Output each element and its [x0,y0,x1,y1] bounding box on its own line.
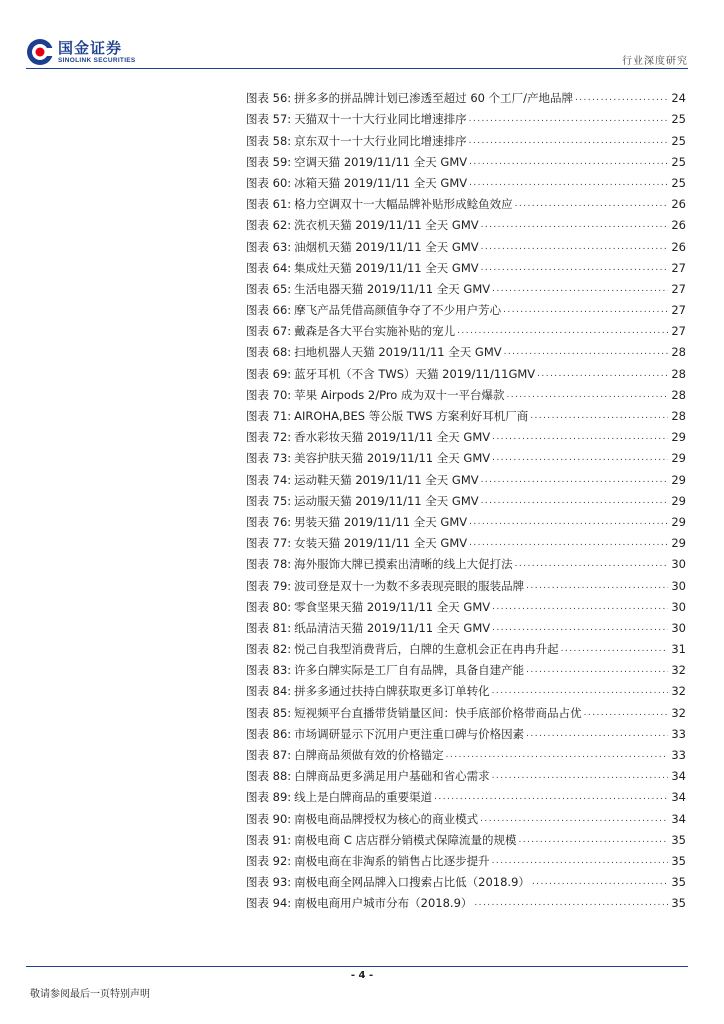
toc-entry-title: 京东双十一十大行业同比增速排序 [294,133,467,148]
toc-entry-label: 图表 80: [246,599,292,614]
toc-dot-leader [507,388,669,402]
toc-entry[interactable] [246,720,686,741]
toc-entry-page: 29 [671,472,686,487]
toc-entry-title: 运动服天猫 2019/11/11 全天 GMV [294,493,479,508]
toc-entry-title: AIROHA,BES 等公版 TWS 方案利好耳机厂商 [294,409,529,423]
toc-entry[interactable] [246,550,686,571]
toc-dot-leader [492,854,668,868]
toc-entry-page: 31 [671,642,686,657]
header-divider [26,68,688,69]
toc-dot-leader [515,557,668,571]
footer-divider [26,966,688,967]
toc-entry-title: 蓝牙耳机（不含 TWS）天猫 2019/11/11GMV [294,366,536,381]
toc-entry-title: 摩飞产品凭借高颜值争夺了不少用户芳心 [294,303,502,318]
toc-entry[interactable] [246,126,686,147]
toc-entry-title: 戴森是各大平台实施补贴的宠儿 [294,324,456,339]
toc-dot-leader [504,345,668,359]
table-of-figures [246,84,686,910]
toc-entry-title: 苹果 Airpods 2/Pro 成为双十一平台爆款 [294,387,505,402]
toc-entry-label: 图表 72: [246,430,292,445]
toc-dot-leader [532,875,668,889]
toc-dot-leader [469,176,668,190]
toc-entry-title: 零食坚果天猫 2019/11/11 全天 GMV [294,599,491,614]
toc-entry[interactable] [246,317,686,338]
toc-dot-leader [503,303,668,317]
toc-entry-title: 空调天猫 2019/11/11 全天 GMV [294,154,468,169]
toc-entry-title: 悦己自我型消费背后，白牌的生意机会正在冉冉升起 [294,642,559,657]
toc-entry[interactable] [246,232,686,253]
toc-entry-label: 图表 60: [246,175,292,190]
toc-entry[interactable] [246,868,686,889]
toc-dot-leader [561,642,668,656]
toc-dot-leader [474,896,668,910]
sinolink-logo-icon [26,38,54,66]
company-logo [26,38,136,66]
toc-entry-title: 海外服饰大牌已摸索出清晰的线上大促打法 [294,557,513,572]
toc-entry[interactable] [246,169,686,190]
toc-entry-label: 图表 69: [246,366,292,381]
toc-entry[interactable] [246,508,686,529]
toc-entry-title: 扫地机器人天猫 2019/11/11 全天 GMV [294,345,502,360]
toc-entry-label: 图表 84: [246,684,292,699]
toc-entry[interactable] [246,105,686,126]
toc-entry[interactable] [246,444,686,465]
toc-dot-leader [526,579,668,593]
toc-entry[interactable] [246,211,686,232]
toc-entry-label: 图表 89: [246,790,292,805]
disclaimer-text: 敬请参阅最后一页特别声明 [30,989,150,1000]
toc-entry-label: 图表 83: [246,663,292,678]
toc-entry-title: 白牌商品须做有效的价格锚定 [294,748,444,762]
toc-entry-page: 27 [671,260,686,275]
toc-dot-leader [469,134,668,148]
toc-entry-title: 拼多多通过扶持白牌获取更多订单转化 [294,684,490,699]
toc-dot-leader [469,112,668,126]
toc-entry-label: 图表 61: [246,197,292,212]
toc-dot-leader [469,155,668,169]
toc-entry[interactable] [246,84,686,105]
toc-entry-page: 33 [671,748,686,762]
toc-dot-leader [481,240,668,254]
toc-entry[interactable] [246,593,686,614]
toc-entry[interactable] [246,487,686,508]
toc-entry[interactable] [246,148,686,169]
toc-entry-label: 图表 75: [246,493,292,508]
toc-entry-page: 32 [671,684,686,699]
toc-entry[interactable] [246,783,686,804]
toc-entry-title: 女装天猫 2019/11/11 全天 GMV [294,536,468,551]
toc-entry-page: 29 [671,514,686,529]
brand-name-en: SINOLINK SECURITIES [58,56,136,64]
toc-entry-label: 图表 76: [246,514,292,529]
toc-entry-page: 34 [671,769,686,784]
toc-entry-page: 24 [671,91,686,106]
toc-entry-page: 29 [671,536,686,551]
toc-entry-label: 图表 68: [246,345,292,360]
toc-entry-title: 天猫双十一十大行业同比增速排序 [294,112,467,127]
toc-entry-title: 南极电商在非淘系的销售占比逐步提升 [294,853,490,868]
toc-entry-page: 34 [671,811,686,826]
toc-dot-leader [481,494,668,508]
toc-dot-leader [492,600,668,614]
toc-entry-page: 35 [671,875,686,890]
toc-entry-label: 图表 77: [246,536,292,551]
toc-entry-title: 短视频平台直播带货销量区间：快手底部价格带商品占优 [294,705,582,720]
toc-entry-label: 图表 79: [246,578,292,593]
toc-entry-title: 香水彩妆天猫 2019/11/11 全天 GMV [294,430,491,445]
toc-entry-title: 生活电器天猫 2019/11/11 全天 GMV [294,281,491,296]
toc-entry[interactable] [246,677,686,698]
toc-entry-page: 27 [671,281,686,296]
toc-entry-label: 图表 59: [246,154,292,169]
toc-entry-page: 33 [671,726,686,741]
toc-entry-page: 34 [671,790,686,805]
toc-entry-title: 南极电商品牌授权为核心的商业模式 [294,811,479,826]
toc-entry-page: 29 [671,493,686,508]
toc-entry-page: 26 [671,197,686,212]
toc-entry-page: 35 [671,853,686,868]
toc-entry-label: 图表 85: [246,705,292,720]
toc-entry-page: 30 [671,578,686,593]
toc-dot-leader [519,833,668,847]
toc-dot-leader [492,684,668,698]
toc-entry[interactable] [246,741,686,762]
page-header [0,0,724,70]
toc-dot-leader [469,515,668,529]
toc-entry-page: 26 [671,239,686,254]
toc-entry[interactable] [246,423,686,444]
toc-entry-title: 拼多多的拼品牌计划已渗透至超过 60 个工厂/产地品牌 [294,91,573,106]
toc-entry-title: 市场调研显示下沉用户更注重口碑与价格因素 [294,726,525,741]
toc-entry-title: 白牌商品更多满足用户基础和省心需求 [294,769,490,784]
toc-entry-title: 南极电商 C 店店群分销模式保障流量的规模 [294,832,517,847]
toc-entry-title: 格力空调双十一大幅品牌补贴形成鲶鱼效应 [294,197,513,212]
page-number: - 4 - [350,970,374,981]
toc-entry-page: 27 [671,324,686,339]
toc-entry-page: 29 [671,451,686,466]
toc-entry-page: 26 [671,218,686,233]
toc-entry[interactable] [246,635,686,656]
toc-entry-label: 图表 78: [246,557,292,572]
toc-entry[interactable] [246,275,686,296]
toc-entry[interactable] [246,254,686,275]
toc-entry[interactable] [246,847,686,868]
toc-entry-title: 运动鞋天猫 2019/11/11 全天 GMV [294,472,479,487]
toc-entry[interactable] [246,381,686,402]
toc-entry[interactable] [246,656,686,677]
toc-entry-page: 25 [671,133,686,148]
toc-entry[interactable] [246,296,686,317]
toc-entry-page: 29 [671,430,686,445]
toc-entry[interactable] [246,614,686,635]
toc-entry-page: 35 [671,832,686,847]
toc-entry-label: 图表 91: [246,832,292,847]
toc-entry-label: 图表 86: [246,726,292,741]
toc-dot-leader [434,790,668,804]
toc-dot-leader [526,663,668,677]
toc-entry-label: 图表 58: [246,133,292,148]
toc-entry-page: 28 [671,345,686,360]
toc-dot-leader [481,261,668,275]
toc-entry-page: 28 [671,387,686,402]
toc-entry-label: 图表 92: [246,853,292,868]
toc-entry-title: 男装天猫 2019/11/11 全天 GMV [294,514,468,529]
toc-entry[interactable] [246,359,686,380]
toc-dot-leader [515,197,668,211]
toc-dot-leader [530,409,668,423]
toc-dot-leader [526,727,668,741]
toc-entry-page: 27 [671,303,686,318]
toc-entry-label: 图表 65: [246,281,292,296]
toc-entry-title: 南极电商用户城市分布（2018.9） [294,896,473,911]
toc-dot-leader [481,218,668,232]
toc-entry-label: 图表 74: [246,472,292,487]
toc-dot-leader [584,706,668,720]
toc-entry-title: 纸品清洁天猫 2019/11/11 全天 GMV [294,620,491,635]
toc-entry-page: 30 [671,620,686,635]
toc-dot-leader [469,536,668,550]
toc-entry-page: 25 [671,175,686,190]
toc-dot-leader [492,430,668,444]
toc-entry-page: 28 [671,366,686,381]
toc-dot-leader [492,621,668,635]
toc-dot-leader [446,748,668,762]
toc-entry[interactable] [246,571,686,592]
toc-entry-label: 图表 56: [246,91,292,106]
toc-entry-label: 图表 71: [246,409,292,423]
toc-entry-page: 30 [671,599,686,614]
toc-dot-leader [480,812,668,826]
toc-entry-title: 许多白牌实际是工厂自有品牌，具备自建产能 [294,663,525,678]
toc-entry[interactable] [246,529,686,550]
toc-dot-leader [537,367,668,381]
toc-entry-page: 30 [671,557,686,572]
toc-entry[interactable] [246,889,686,910]
toc-entry-label: 图表 81: [246,620,292,635]
toc-entry-label: 图表 94: [246,896,292,911]
toc-entry-page: 32 [671,663,686,678]
toc-entry[interactable] [246,402,686,423]
toc-entry[interactable] [246,338,686,359]
toc-entry-title: 美容护肤天猫 2019/11/11 全天 GMV [294,451,491,466]
toc-entry-label: 图表 70: [246,387,292,402]
toc-entry-label: 图表 73: [246,451,292,466]
toc-entry-label: 图表 90: [246,811,292,826]
toc-entry-label: 图表 64: [246,260,292,275]
toc-dot-leader [492,282,668,296]
toc-entry-label: 图表 62: [246,218,292,233]
toc-entry-title: 线上是白牌商品的重要渠道 [294,790,433,805]
brand-name-cn: 国金证券 [58,38,123,57]
toc-entry-page: 25 [671,154,686,169]
toc-entry[interactable] [246,698,686,719]
toc-entry[interactable] [246,804,686,825]
toc-entry-label: 图表 66: [246,303,292,318]
toc-entry-label: 图表 93: [246,875,292,890]
toc-entry-label: 图表 88: [246,769,292,784]
toc-entry-page: 28 [671,409,686,423]
toc-entry-page: 32 [671,705,686,720]
toc-entry-title: 洗衣机天猫 2019/11/11 全天 GMV [294,218,479,233]
toc-dot-leader [492,451,668,465]
toc-entry-label: 图表 87: [246,748,292,762]
toc-entry-title: 油烟机天猫 2019/11/11 全天 GMV [294,239,479,254]
toc-entry-label: 图表 63: [246,239,292,254]
toc-entry-page: 35 [671,896,686,911]
toc-entry-title: 南极电商全网品牌入口搜索占比低（2018.9） [294,875,530,890]
toc-dot-leader [481,473,668,487]
toc-entry-title: 集成灶天猫 2019/11/11 全天 GMV [294,260,479,275]
toc-entry-title: 波司登是双十一为数不多表现亮眼的服装品牌 [294,578,525,593]
toc-entry-title: 冰箱天猫 2019/11/11 全天 GMV [294,175,468,190]
toc-entry-label: 图表 82: [246,642,292,657]
toc-dot-leader [575,91,668,105]
toc-entry-label: 图表 67: [246,324,292,339]
toc-dot-leader [457,324,668,338]
toc-entry-page: 25 [671,112,686,127]
toc-entry[interactable] [246,826,686,847]
toc-entry[interactable] [246,190,686,211]
toc-dot-leader [492,769,668,783]
report-type-label: 行业深度研究 [622,56,688,67]
toc-entry[interactable] [246,465,686,486]
toc-entry[interactable] [246,762,686,783]
toc-entry-label: 图表 57: [246,112,292,127]
